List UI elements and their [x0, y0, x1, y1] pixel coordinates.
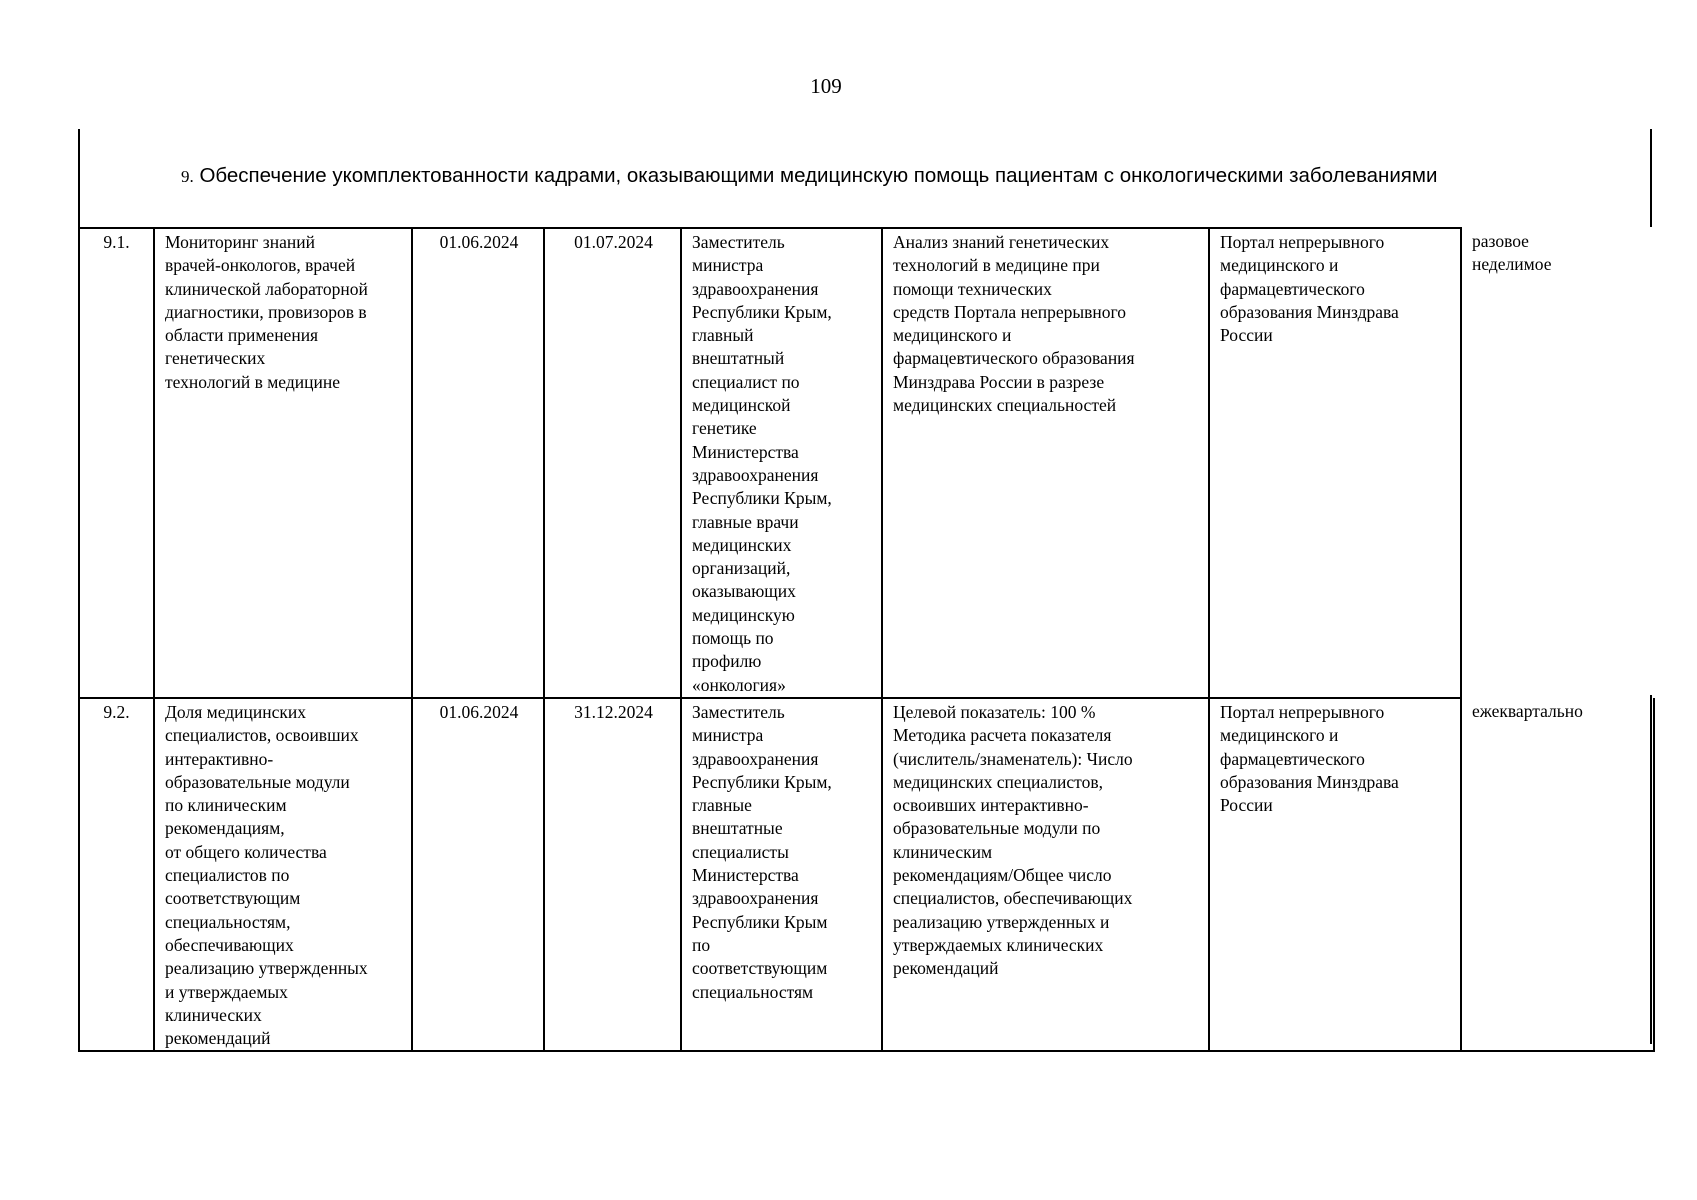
cell-text-line: здравоохранения: [692, 464, 819, 485]
cell-text-line: организаций,: [692, 558, 791, 579]
cell-text-line: министра: [692, 255, 764, 276]
cell-text-line: образовательные модули: [165, 771, 350, 792]
section-heading: [181, 164, 1437, 188]
cell-text-line: Министерства: [692, 441, 799, 462]
cell-text-line: средств Портала непрерывного: [893, 301, 1126, 322]
cell-text-line: медицинскую: [692, 604, 795, 625]
cell-text-line: здравоохранения: [692, 278, 819, 299]
start-date: 01.06.2024: [412, 698, 544, 1051]
cell-text-line: образовательные модули по: [893, 818, 1101, 839]
cell-text-line: реализацию утвержденных и: [893, 911, 1110, 932]
section-left-border: [78, 129, 80, 227]
cell-text-line: рекомендациям/Общее число: [893, 865, 1112, 886]
cell-text-line: Заместитель: [692, 232, 785, 252]
task-name: [154, 228, 412, 698]
start-date: 01.06.2024: [412, 228, 544, 698]
cell-text-line: специалистов по: [165, 865, 290, 886]
cell-text-line: медицинских специальностей: [893, 395, 1117, 416]
cell-text-line: медицинского и: [1220, 725, 1339, 746]
cell-text-line: Методика расчета показателя: [893, 725, 1112, 746]
cell-text-line: Мониторинг знаний: [165, 232, 315, 252]
cell-text-line: и утверждаемых: [165, 981, 288, 1002]
end-date: 31.12.2024: [544, 698, 681, 1051]
cell-text-line: по клиническим: [165, 795, 287, 816]
cell-text-line: Анализ знаний генетических: [893, 232, 1110, 252]
frequency: [1461, 698, 1654, 1051]
source: [1209, 698, 1461, 1051]
cell-text-line: диагностики, провизоров в: [165, 301, 367, 322]
cell-text-line: оказывающих: [692, 581, 796, 602]
responsible: [681, 228, 882, 698]
cell-text-line: соответствующим: [692, 958, 828, 979]
cell-text-line: клинических: [165, 1004, 262, 1025]
cell-text-line: фармацевтического образования: [893, 348, 1135, 369]
plan-table: [78, 227, 1655, 1052]
cell-text-line: обеспечивающих: [165, 934, 294, 955]
cell-text-line: по: [692, 934, 711, 955]
cell-text-line: (числитель/знаменатель): Число: [893, 748, 1133, 769]
cell-text-line: здравоохранения: [692, 748, 819, 769]
cell-text-line: медицинских специалистов,: [893, 771, 1103, 792]
cell-text-line: фармацевтического: [1220, 748, 1365, 769]
page-number: 109: [810, 74, 842, 98]
cell-text-line: образования Минздрава: [1220, 771, 1399, 792]
cell-text-line: врачей-онкологов, врачей: [165, 255, 356, 276]
section-number: 9.: [181, 167, 194, 186]
cell-text-line: главные: [692, 795, 752, 816]
result: [882, 698, 1209, 1051]
cell-text-line: Портал непрерывного: [1220, 701, 1385, 722]
cell-text-line: области применения: [165, 325, 319, 346]
section-title: Обеспечение укомплектованности кадрами, оказывающими медицинскую помощь пациентам с онкологическими заболеваниями: [199, 164, 1438, 187]
cell-text-line: Республики Крым,: [692, 771, 832, 792]
cell-text-line: помощь по: [692, 628, 774, 649]
source: [1209, 228, 1461, 698]
cell-text-line: технологий в медицине при: [893, 255, 1100, 276]
cell-text-line: специалист по: [692, 371, 800, 392]
cell-text-line: России: [1220, 325, 1273, 346]
cell-text-line: специальностям: [692, 981, 814, 1002]
task-name: [154, 698, 412, 1051]
cell-text-line: рекомендациям,: [165, 818, 285, 839]
cell-text-line: профилю: [692, 651, 762, 672]
cell-text-line: освоивших интерактивно-: [893, 795, 1089, 816]
cell-text-line: Министерства: [692, 865, 799, 886]
cell-text-line: «онкология»: [692, 674, 786, 695]
cell-text-line: разовое: [1472, 231, 1529, 251]
cell-text-line: медицинского и: [1220, 255, 1339, 276]
cell-text-line: рекомендаций: [165, 1028, 271, 1049]
frequency: [1461, 228, 1654, 698]
cell-text-line: внештатный: [692, 348, 785, 369]
cell-text-line: Заместитель: [692, 701, 785, 722]
cell-text-line: специалисты: [692, 841, 789, 862]
cell-text-line: реализацию утвержденных: [165, 958, 368, 979]
section-right-border: [1650, 129, 1652, 227]
cell-text-line: Портал непрерывного: [1220, 232, 1385, 252]
cell-text-line: генетике: [692, 418, 757, 439]
cell-text-line: специальностям,: [165, 911, 291, 932]
end-date: 01.07.2024: [544, 228, 681, 698]
cell-text-line: технологий в медицине: [165, 371, 340, 392]
cell-text-line: неделимое: [1472, 254, 1552, 275]
cell-text-line: генетических: [165, 348, 266, 369]
cell-text-line: специалистов, обеспечивающих: [893, 888, 1133, 909]
cell-text-line: клиническим: [893, 841, 993, 862]
cell-text-line: медицинской: [692, 395, 791, 416]
cell-text-line: внештатные: [692, 818, 783, 839]
cell-text-line: фармацевтического: [1220, 278, 1365, 299]
row-number: 9.1.: [79, 228, 154, 698]
cell-text-line: Целевой показатель: 100 %: [893, 701, 1096, 722]
responsible: [681, 698, 882, 1051]
cell-text-line: министра: [692, 725, 764, 746]
cell-text-line: Минздрава России в разрезе: [893, 371, 1105, 392]
cell-text-line: России: [1220, 795, 1273, 816]
cell-text-line: медицинских: [692, 534, 792, 555]
cell-text-line: интерактивно-: [165, 748, 274, 769]
cell-text-line: клинической лабораторной: [165, 278, 368, 299]
cell-text-line: соответствующим: [165, 888, 301, 909]
cell-text-line: специалистов, освоивших: [165, 725, 359, 746]
cell-text-line: медицинского и: [893, 325, 1012, 346]
cell-text-line: Республики Крым,: [692, 488, 832, 509]
cell-text-line: ежеквартально: [1472, 700, 1583, 721]
cell-text-line: утверждаемых клинических: [893, 934, 1104, 955]
cell-text-line: помощи технических: [893, 278, 1052, 299]
cell-text-line: главные врачи: [692, 511, 799, 532]
cell-text-line: образования Минздрава: [1220, 301, 1399, 322]
row-number: 9.2.: [79, 698, 154, 1051]
cell-text-line: от общего количества: [165, 841, 327, 862]
result: [882, 228, 1209, 698]
cell-text-line: Республики Крым: [692, 911, 828, 932]
table-row: [79, 228, 1654, 698]
cell-text-line: главный: [692, 325, 754, 346]
table-row: [79, 698, 1654, 1051]
cell-text-line: рекомендаций: [893, 958, 999, 979]
cell-text-line: здравоохранения: [692, 888, 819, 909]
cell-text-line: Республики Крым,: [692, 301, 832, 322]
cell-text-line: Доля медицинских: [165, 701, 306, 722]
